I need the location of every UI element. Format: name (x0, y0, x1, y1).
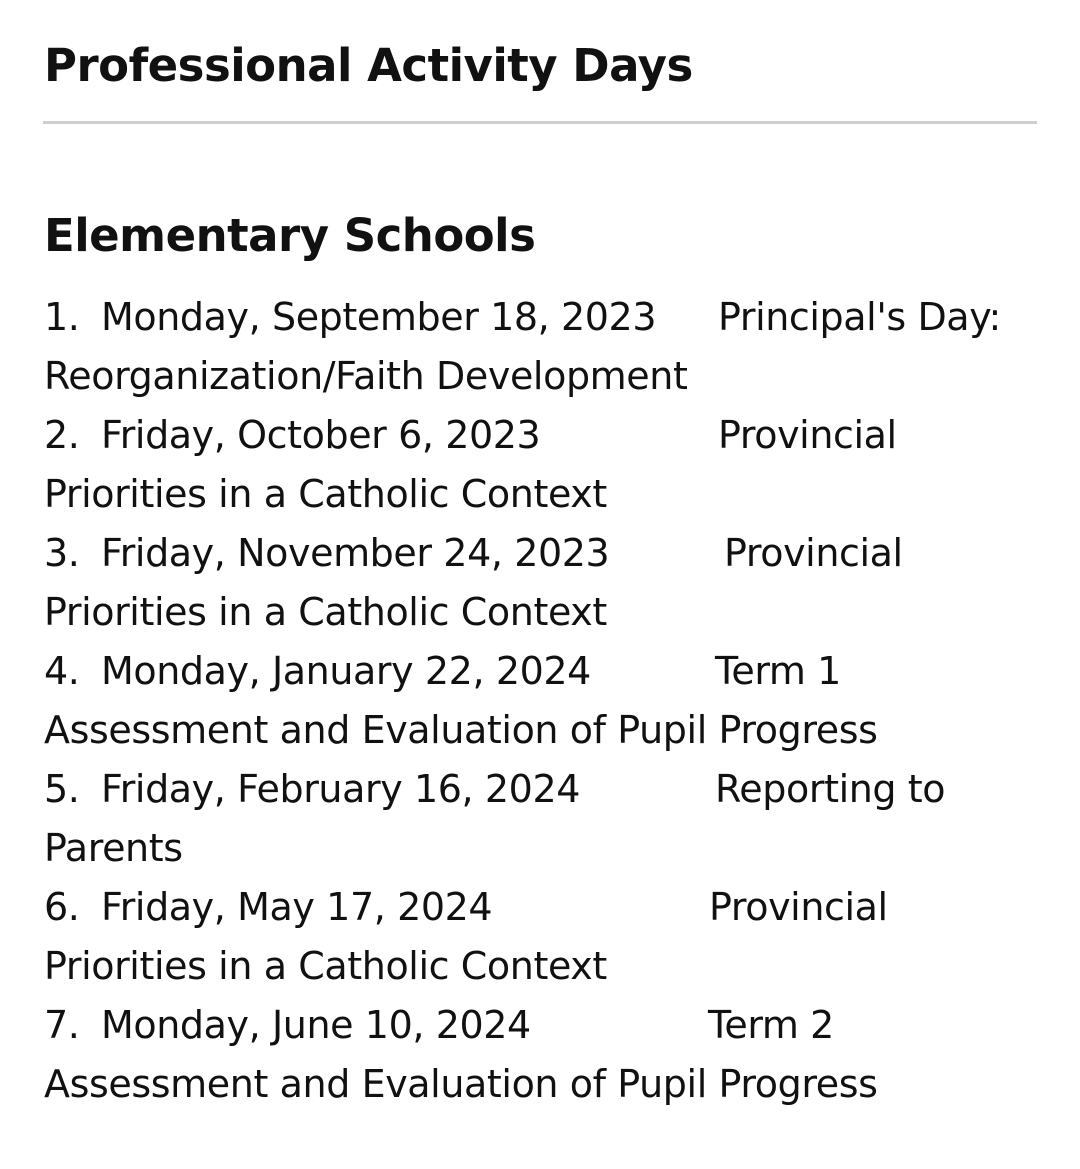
entry-number: 5. (44, 767, 80, 811)
entry-purpose-continued: Assessment and Evaluation of Pupil Progress (44, 708, 878, 752)
page-title: Professional Activity Days (44, 39, 693, 92)
entry-date: Monday, September 18, 2023 (101, 295, 657, 339)
activity-day-list (44, 288, 1044, 1114)
list-item (44, 406, 1044, 524)
entry-number: 6. (44, 885, 80, 929)
entry-number: 1. (44, 295, 80, 339)
entry-purpose-start: Term 1 (715, 649, 841, 693)
entry-date: Friday, May 17, 2024 (101, 885, 493, 929)
entry-first-line (44, 288, 1044, 347)
entry-date-group (44, 288, 656, 347)
entry-purpose-continued: Assessment and Evaluation of Pupil Progress (44, 1062, 878, 1106)
entry-date-group (44, 878, 492, 937)
entry-purpose-start: Provincial (709, 885, 888, 929)
entry-number: 7. (44, 1003, 80, 1047)
list-item (44, 996, 1044, 1114)
entry-purpose-start: Provincial (724, 531, 903, 575)
entry-number: 2. (44, 413, 80, 457)
title-divider (43, 121, 1037, 124)
list-item (44, 760, 1044, 878)
entry-date-group (44, 996, 531, 1055)
entry-purpose-start: Principal's Day: (718, 295, 1001, 339)
entry-purpose-start: Reporting to (715, 767, 946, 811)
entry-date-group (44, 406, 540, 465)
entry-first-line (44, 406, 1044, 465)
entry-date-group (44, 760, 580, 819)
list-item (44, 642, 1044, 760)
entry-purpose-continued: Priorities in a Catholic Context (44, 472, 607, 516)
section-title: Elementary Schools (44, 209, 536, 262)
entry-date: Monday, January 22, 2024 (101, 649, 591, 693)
entry-purpose-start: Provincial (718, 413, 897, 457)
entry-number: 4. (44, 649, 80, 693)
list-item (44, 288, 1044, 406)
entry-first-line (44, 524, 1044, 583)
entry-number: 3. (44, 531, 80, 575)
entry-date: Friday, November 24, 2023 (101, 531, 610, 575)
entry-purpose-continued: Reorganization/Faith Development (44, 354, 688, 398)
entry-date: Monday, June 10, 2024 (101, 1003, 531, 1047)
list-item (44, 878, 1044, 996)
entry-purpose-start: Term 2 (708, 1003, 834, 1047)
entry-date-group (44, 642, 591, 701)
entry-first-line (44, 760, 1044, 819)
entry-purpose-continued: Parents (44, 826, 183, 870)
list-item (44, 524, 1044, 642)
entry-first-line (44, 878, 1044, 937)
entry-purpose-continued: Priorities in a Catholic Context (44, 590, 607, 634)
entry-date-group (44, 524, 609, 583)
entry-first-line (44, 642, 1044, 701)
entry-purpose-continued: Priorities in a Catholic Context (44, 944, 607, 988)
entry-date: Friday, October 6, 2023 (101, 413, 541, 457)
entry-date: Friday, February 16, 2024 (101, 767, 581, 811)
entry-first-line (44, 996, 1044, 1055)
